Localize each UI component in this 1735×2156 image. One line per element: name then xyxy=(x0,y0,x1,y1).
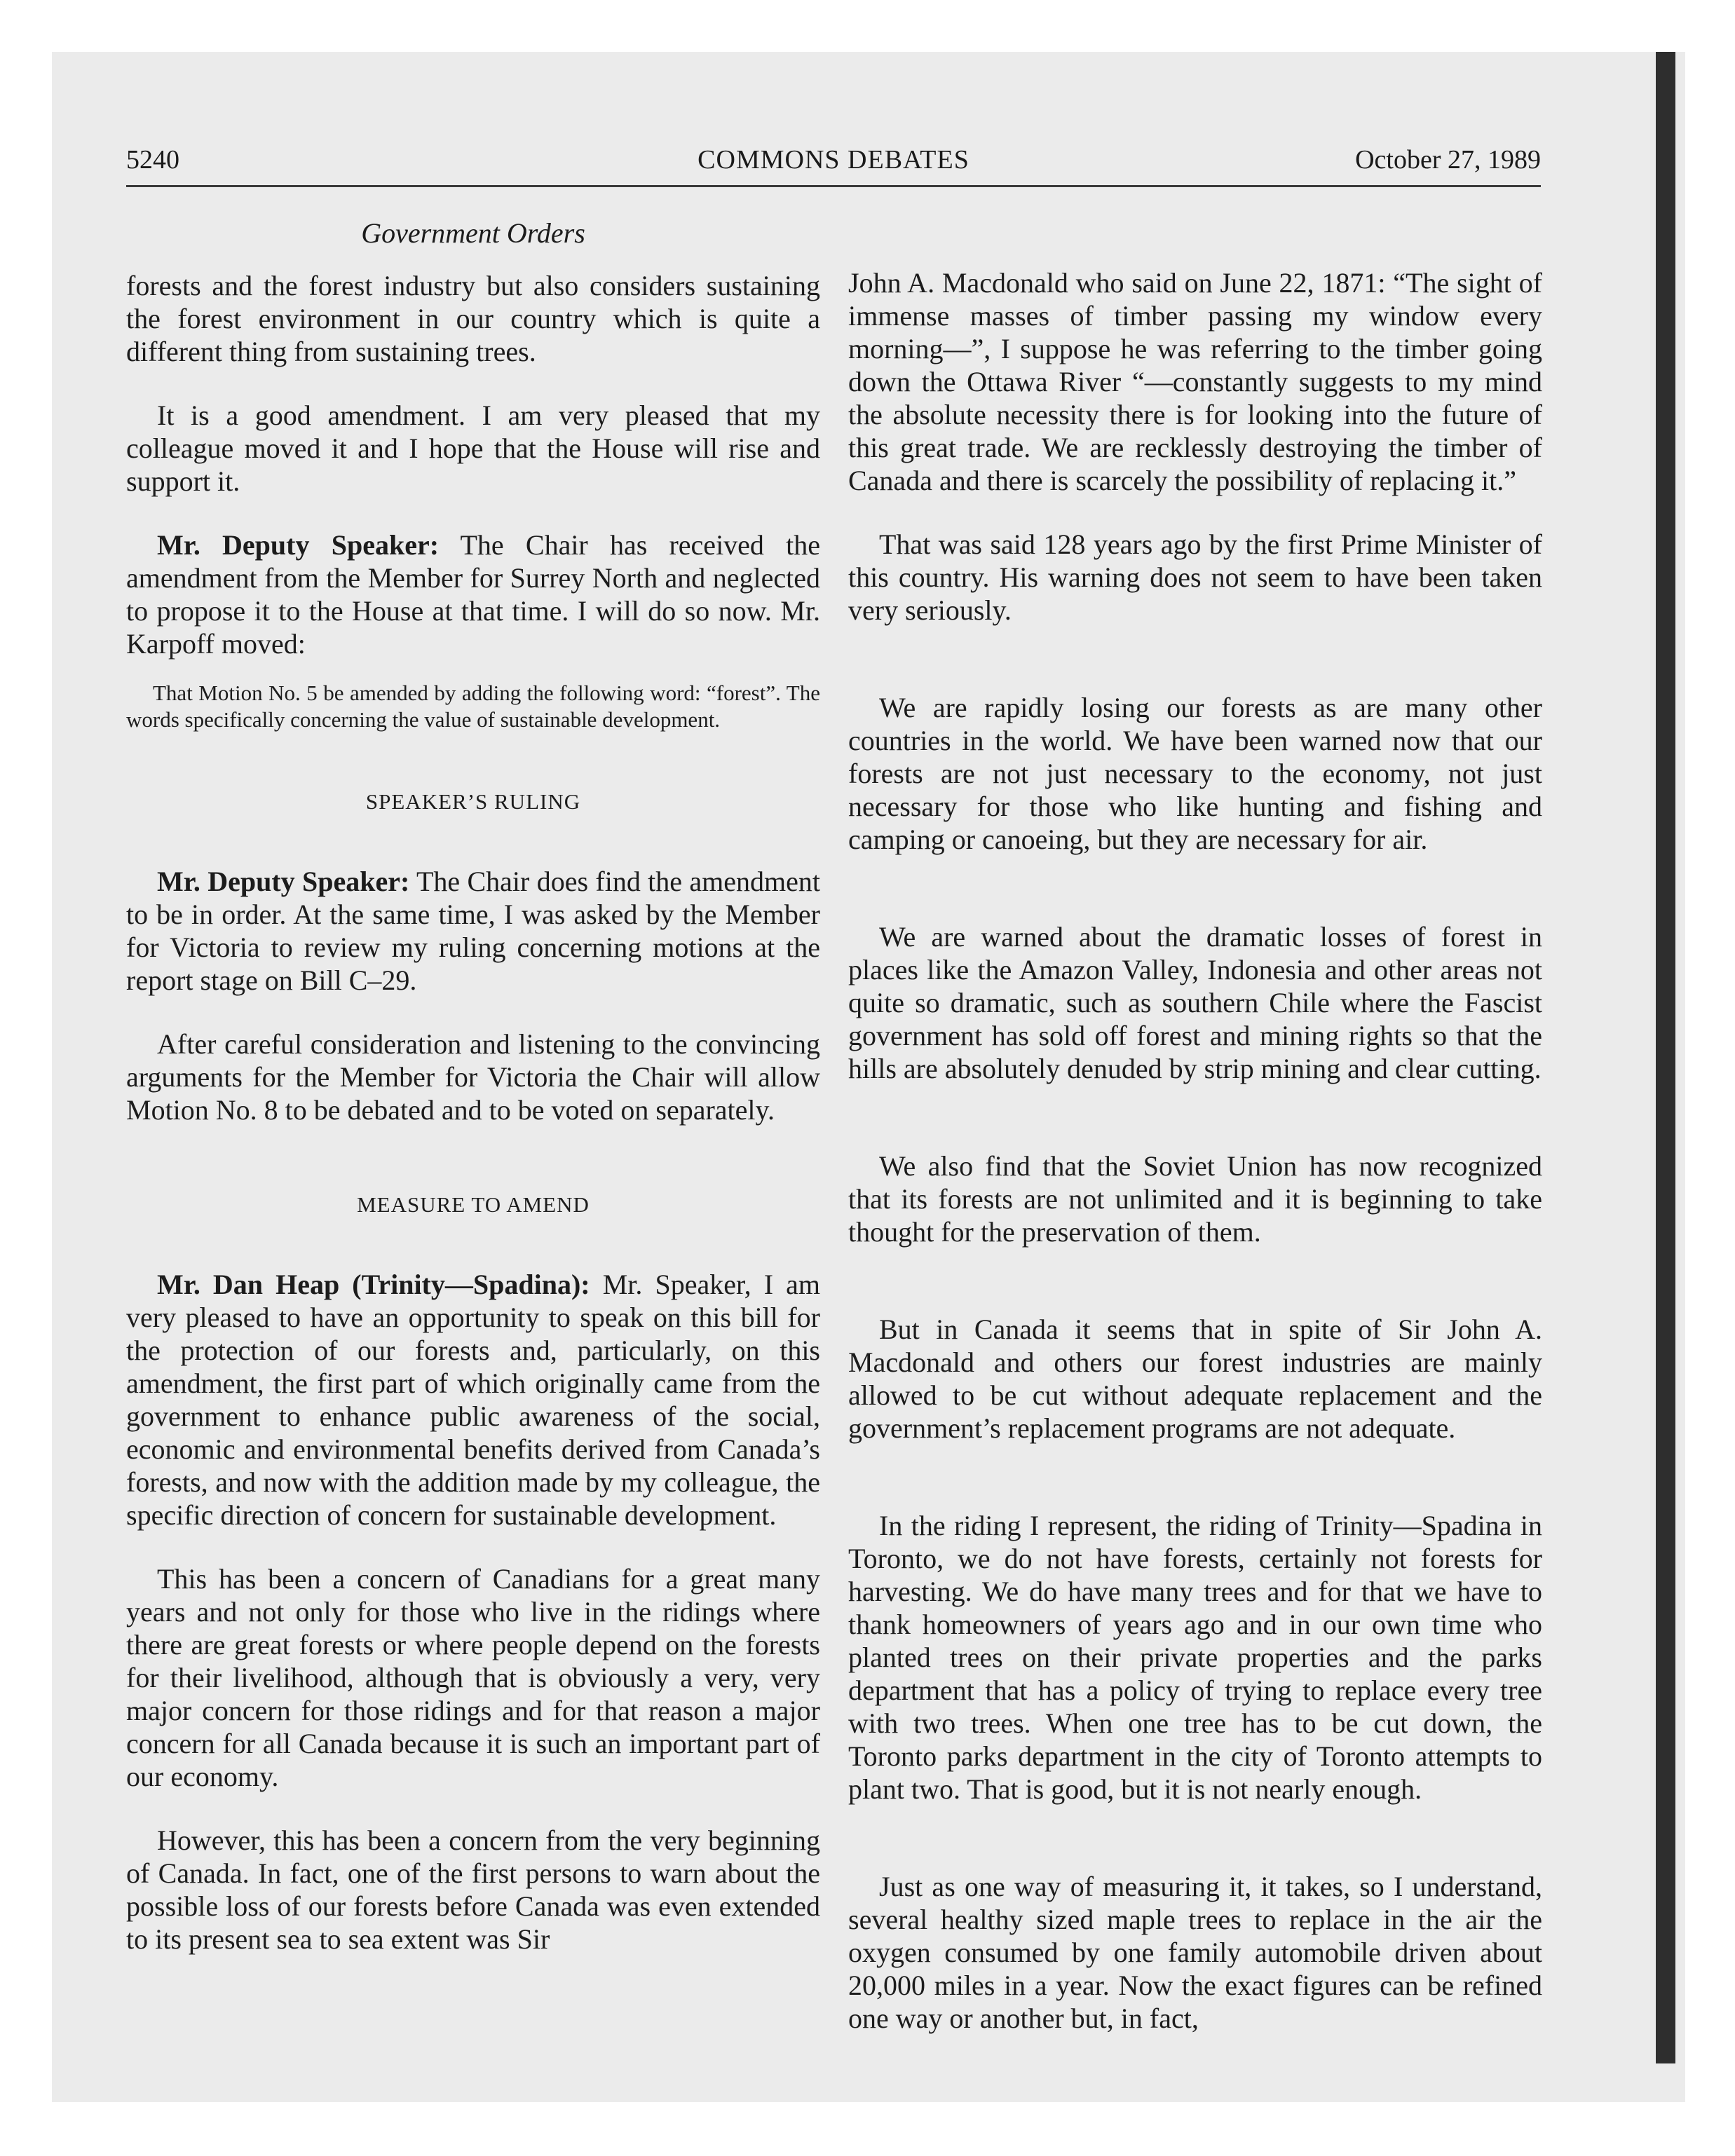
publication-title: COMMONS DEBATES xyxy=(698,145,969,175)
paragraph: However, this has been a concern from the very beginning of Canada. In fact, one of the first persons to warn about the possible loss of our forests before Canada was even extended to its present sea to sea extent was Sir xyxy=(126,1824,820,1955)
paragraph: It is a good amendment. I am very pleased that my colleague moved it and I hope that the House will rise and support it. xyxy=(126,400,820,497)
speaker-name: Mr. Dan Heap (Trinity—Spadina): xyxy=(157,1269,590,1300)
speech-paragraph xyxy=(126,865,820,997)
paragraph: John A. Macdonald who said on June 22, 1871: “The sight of immense masses of timber passing my window every morning—”, I suppose he was referring to the timber going down the Ottawa River “—constantly suggests to my mind the absolute necessity there is for looking into the future of this great trade. We are recklessly destroying the timber of Canada and there is scarcely the possibility of replacing it.” xyxy=(848,267,1542,496)
left-column xyxy=(126,210,820,1986)
speech-text: The Chair has received the amendment from the Member for Surrey North and neglected to propose it to the House at that time. I will do so now. Mr. Karpoff moved: xyxy=(126,529,820,660)
paragraph: But in Canada it seems that in spite of Sir John A. Macdonald and others our forest industries are mainly allowed to be cut without adequate replacement and the government’s replacement programs are not adequate. xyxy=(848,1314,1542,1444)
speech-paragraph xyxy=(126,528,820,660)
speech-text: Mr. Speaker, I am very pleased to have an opportunity to speak on this bill for the protection of our forests and, particularly, on this amendment, the first part of which originally came from the government to enhance public awareness of the social, economic and environmental benefits derived from Canada’s forests, and now with the addition made by my colleague, the specific direction of concern for sustainable development. xyxy=(126,1269,821,1531)
motion-text: That Motion No. 5 be amended by adding the following word: “forest”. The words specifically concerning the value of sustainable development. xyxy=(126,681,820,732)
paragraph: We are rapidly losing our forests as are many other countries in the world. We have been warned now that our forests are not just necessary to the economy, not just necessary for those who like hunting and fishing and camping or canoeing, but they are necessary for air. xyxy=(848,692,1542,855)
publication-date: October 27, 1989 xyxy=(1355,145,1541,175)
paragraph: That was said 128 years ago by the first Prime Minister of this country. His warning does not seem to have been taken very seriously. xyxy=(848,528,1542,626)
paragraph: In the riding I represent, the riding of Trinity—Spadina in Toronto, we do not have forests, certainly not forests for harvesting. We do have many trees and for that we have to thank homeowners of years ago and in our own time who planted trees on their private properties and the parks department that has a policy of trying to replace every tree with two trees. When one tree has to be cut down, the Toronto parks department in the city of Toronto attempts to plant two. That is good, but it is not nearly enough. xyxy=(848,1510,1542,1805)
paragraph: This has been a concern of Canadians for a great many years and not only for those who live in the ridings where there are great forests or where people depend on the forests for their livelihood, although that is obviously a very, very major concern for those ridings and for that reason a major concern for all Canada because it is such an important part of our economy. xyxy=(126,1563,820,1792)
right-column xyxy=(848,210,1542,2066)
page-header xyxy=(126,140,1541,187)
speech-paragraph xyxy=(126,1268,820,1531)
speaker-name: Mr. Deputy Speaker: xyxy=(157,529,440,561)
paragraph: forests and the forest industry but also considers sustaining the forest environment in our country which is quite a different thing from sustaining trees. xyxy=(126,270,820,367)
paragraph: We also find that the Soviet Union has now recognized that its forests are not unlimited and it is beginning to take thought for the preservation of them. xyxy=(848,1150,1542,1248)
paragraph: Just as one way of measuring it, it takes, so I understand, several healthy sized maple trees to replace in the air the oxygen consumed by one family automobile driven about 20,000 miles in a year. Now the exact figures can be refined one way or another but, in fact, xyxy=(848,1871,1542,2034)
paragraph: We are warned about the dramatic losses of forest in places like the Amazon Valley, Indonesia and other areas not quite so dramatic, such as southern Chile where the Fascist government has sold off forest and mining rights so that the hills are absolutely denuded by strip mining and clear cutting. xyxy=(848,921,1542,1084)
speech-text: The Chair does find the amendment to be in order. At the same time, I was asked by the Member for Victoria to review my ruling concerning motions at the report stage on Bill C–29. xyxy=(126,866,821,996)
page-number: 5240 xyxy=(126,145,179,175)
speaker-name: Mr. Deputy Speaker: xyxy=(157,866,410,897)
scan-edge-bar xyxy=(1656,52,1675,2063)
section-title: Government Orders xyxy=(361,217,585,249)
subheading-measure-to-amend: MEASURE TO AMEND xyxy=(357,1192,590,1217)
paragraph: After careful consideration and listening to the convincing arguments for the Member for Victoria the Chair will allow Motion No. 8 to be debated and to be voted on separately. xyxy=(126,1028,820,1126)
subheading-speakers-ruling: SPEAKER’S RULING xyxy=(365,789,581,814)
